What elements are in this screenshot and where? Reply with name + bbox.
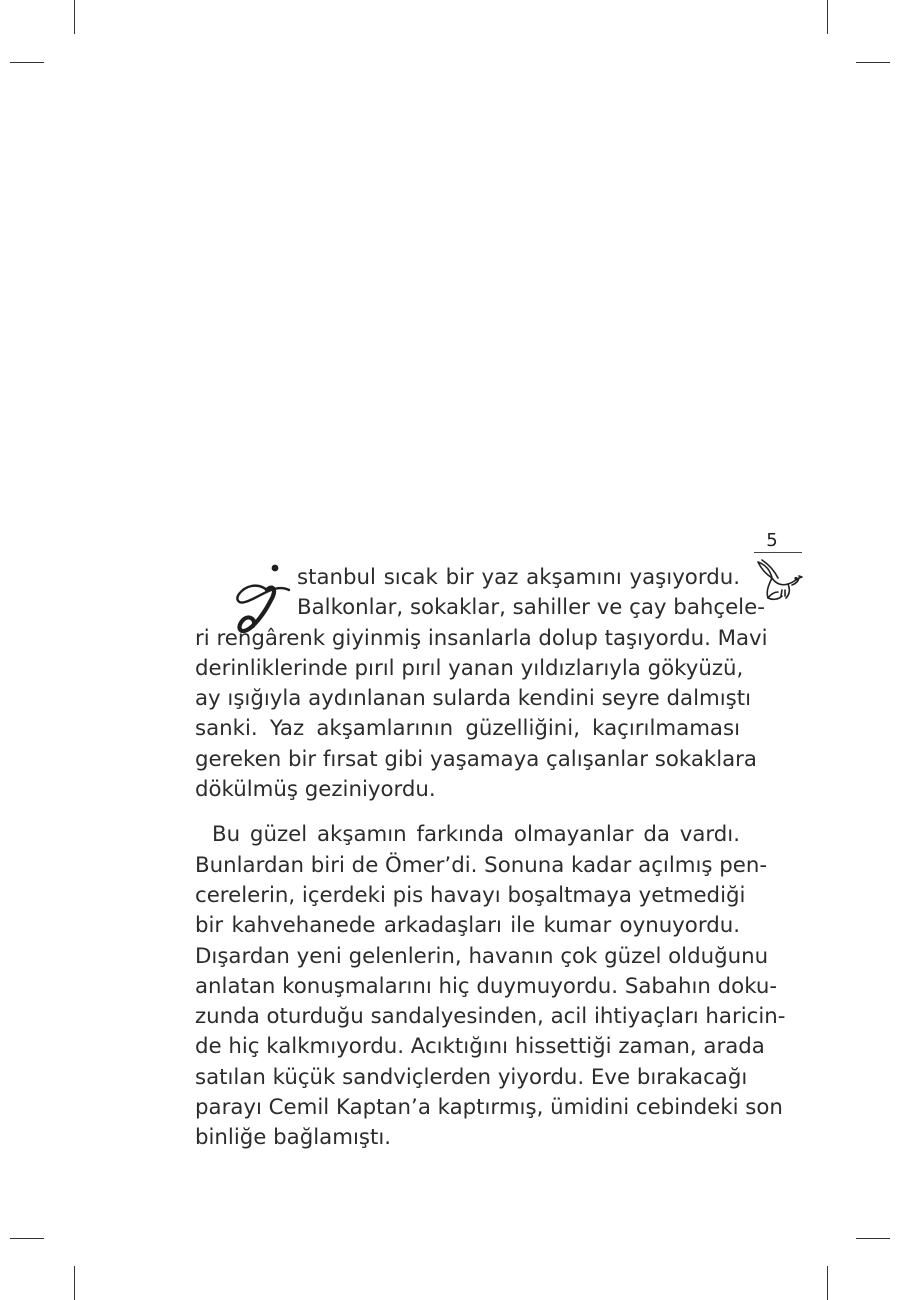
crop-mark	[74, 1266, 75, 1300]
text-line: Balkonlar, sokaklar, sahiller ve çay bahçele-	[297, 595, 765, 621]
text-line: Bu güzel akşamın farkında olmayanlar da vardı.	[212, 822, 740, 848]
text-line: de hiç kalkmıyordu. Acıktığını hissettiği zaman, arada	[195, 1034, 765, 1060]
text-line: Dışardan yeni gelenlerin, havanın çok güzel olduğunu	[195, 943, 769, 969]
text-line: binliğe bağlamıştı.	[195, 1125, 392, 1151]
text-line: satılan küçük sandviçlerden yiyordu. Eve bırakacağı	[195, 1064, 748, 1090]
text-line: derinliklerinde pırıl pırıl yanan yıldızlarıyla gökyüzü,	[195, 655, 744, 681]
text-line: stanbul sıcak bir yaz akşamını yaşıyordu.	[297, 565, 740, 590]
text-line: ri rengârenk giyinmiş insanlarla dolup taşıyordu. Mavi	[195, 625, 768, 651]
page-number: 5	[766, 530, 778, 551]
body-text	[195, 563, 786, 1154]
text-line: sanki. Yaz akşamlarının güzelliğini, kaçırılmaması	[195, 716, 740, 742]
text-line: dökülmüş geziniyordu.	[195, 777, 436, 803]
crop-mark	[827, 1266, 828, 1300]
crop-mark	[10, 1238, 44, 1239]
text-line: gereken bir fırsat gibi yaşamaya çalışanlar sokaklara	[195, 746, 757, 772]
crop-mark	[856, 1238, 890, 1239]
crop-mark	[827, 0, 828, 34]
text-line: bir kahvehanede arkadaşları ile kumar oynuyordu.	[195, 913, 740, 939]
paragraph	[195, 820, 786, 1153]
text-line: cerelerin, içerdeki pis havayı boşaltmaya yetmediği	[195, 882, 746, 908]
text-line: anlatan konuşmalarını hiç duymuyordu. Sabahın doku-	[195, 973, 778, 999]
crop-mark	[856, 62, 890, 63]
text-line: parayı Cemil Kaptan’a kaptırmış, ümidini cebindeki son	[195, 1095, 783, 1121]
paragraph	[195, 563, 768, 805]
text-line: Bunlardan biri de Ömer’di. Sonuna kadar açılmış pen-	[195, 852, 768, 878]
page-number-rule	[754, 552, 802, 553]
text-line: ay ışığıyla aydınlanan sularda kendini seyre dalmıştı	[195, 686, 752, 712]
crop-mark	[74, 0, 75, 34]
crop-mark	[10, 62, 44, 63]
text-line: zunda oturduğu sandalyesinden, acil ihtiyaçları haricin-	[195, 1004, 786, 1030]
